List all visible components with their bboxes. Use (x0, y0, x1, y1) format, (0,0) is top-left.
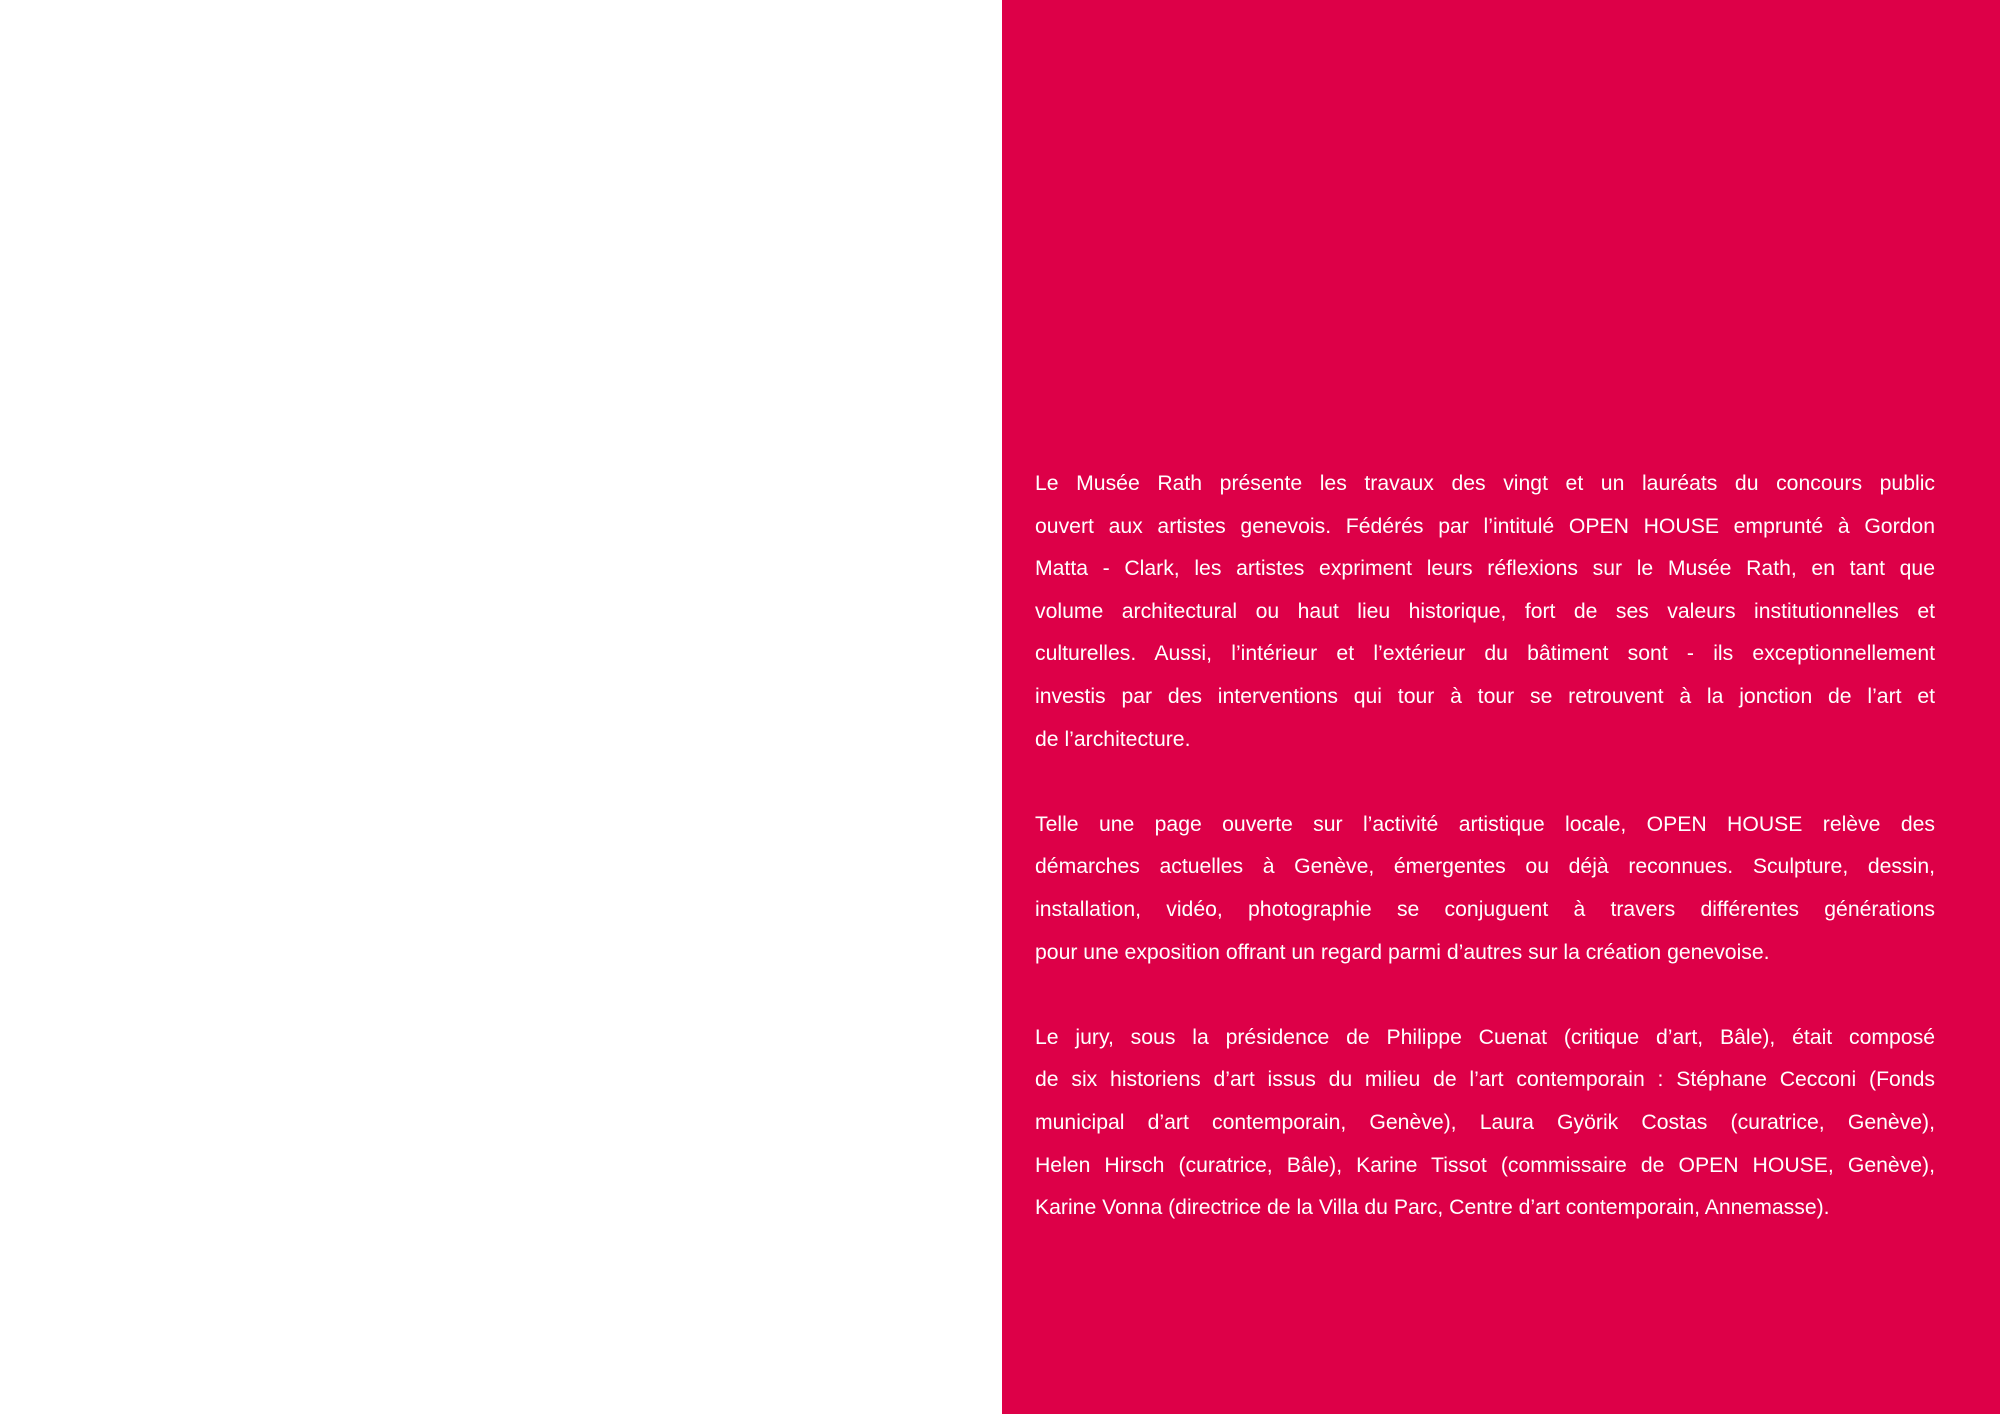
paragraph-line: investis par des interventions qui tour à tour se retrouvent à la jonction de l’art et (1035, 684, 1935, 708)
paragraph-line: Telle une page ouverte sur l’activité artistique locale, OPEN HOUSE relève des (1035, 812, 1935, 836)
paragraph-jury (1035, 1017, 1935, 1230)
paragraph-local-scene (1035, 804, 1935, 974)
paragraph-line: Matta - Clark, les artistes expriment leurs réflexions sur le Musée Rath, en tant que (1035, 557, 1935, 581)
paragraph-line: volume architectural ou haut lieu historique, fort de ses valeurs institutionnelles et (1035, 599, 1935, 623)
paragraph-line: pour une exposition offrant un regard parmi d’autres sur la création genevoise. (1035, 940, 1770, 964)
body-text (1035, 463, 1935, 1272)
paragraph-line: de l’architecture. (1035, 727, 1191, 751)
paragraph-line: Karine Vonna (directrice de la Villa du Parc, Centre d’art contemporain, Annemasse). (1035, 1196, 1830, 1220)
paragraph-line: municipal d’art contemporain, Genève), Laura Györik Costas (curatrice, Genève), (1035, 1110, 1935, 1134)
paragraph-line: culturelles. Aussi, l’intérieur et l’extérieur du bâtiment sont - ils exceptionnellement (1035, 642, 1935, 666)
paragraph-line: démarches actuelles à Genève, émergentes ou déjà reconnues. Sculpture, dessin, (1035, 855, 1935, 879)
paragraph-intro (1035, 463, 1935, 761)
paragraph-line: Le Musée Rath présente les travaux des vingt et un lauréats du concours public (1035, 472, 1935, 495)
paragraph-line: installation, vidéo, photographie se conjuguent à travers différentes générations (1035, 897, 1935, 921)
paragraph-line: ouvert aux artistes genevois. Fédérés par l’intitulé OPEN HOUSE emprunté à Gordon (1035, 514, 1935, 538)
paragraph-line: de six historiens d’art issus du milieu de l’art contemporain : Stéphane Cecconi (Fonds (1035, 1068, 1935, 1092)
paragraph-line: Helen Hirsch (curatrice, Bâle), Karine Tissot (commissaire de OPEN HOUSE, Genève), (1035, 1153, 1935, 1177)
paragraph-line: Le jury, sous la présidence de Philippe Cuenat (critique d’art, Bâle), était composé (1035, 1025, 1935, 1049)
